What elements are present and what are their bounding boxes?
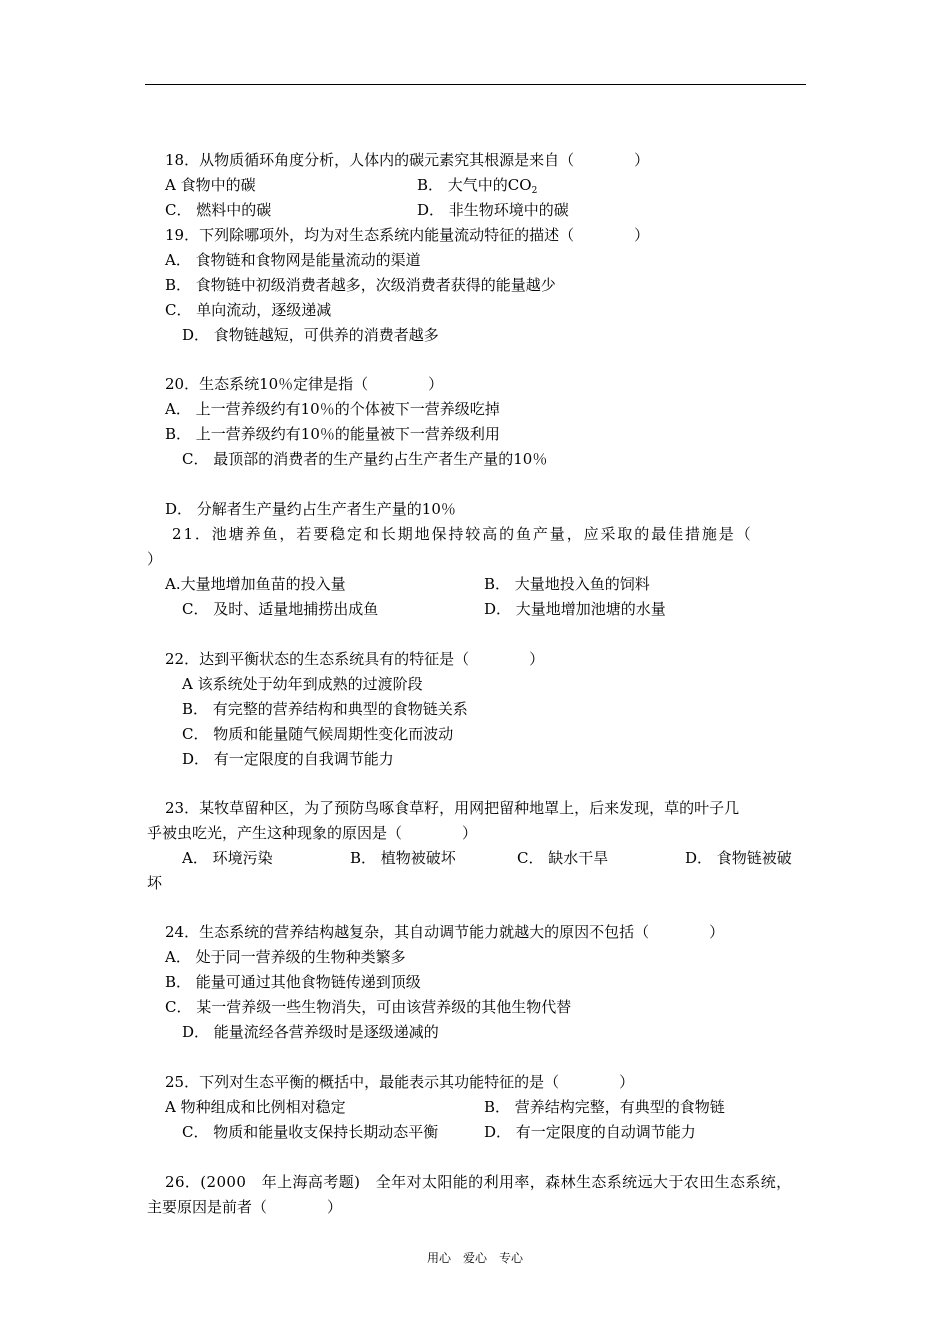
q25-option-c: C． 物质和能量收支保持长期动态平衡 <box>182 1123 439 1141</box>
q20-option-d: D． 分解者生产量约占生产者生产量的10％ <box>165 500 456 518</box>
q23-stem: 23．某牧草留种区，为了预防鸟啄食草籽，用网把留种地罩上，后来发现，草的叶子几 <box>165 799 740 817</box>
q22-option-d: D． 有一定限度的自我调节能力 <box>182 750 394 768</box>
q21-option-b: B． 大量地投入鱼的饲料 <box>484 575 650 593</box>
q23-option-c: C． 缺水干旱 <box>517 849 609 867</box>
q24-option-d: D． 能量流经各营养级时是逐级递减的 <box>182 1023 439 1041</box>
q25-option-a: A 物种组成和比例相对稳定 <box>165 1098 346 1116</box>
q23-option-d: D． 食物链被破 <box>685 849 792 867</box>
q19-option-b: B． 食物链中初级消费者越多，次级消费者获得的能量越少 <box>165 276 556 294</box>
q24-option-c: C． 某一营养级一些生物消失，可由该营养级的其他生物代替 <box>165 998 572 1016</box>
q18-option-c: C． 燃料中的碳 <box>165 201 272 219</box>
q21-stem: 21．池塘养鱼，若要稳定和长期地保持较高的鱼产量，应采取的最佳措施是（ <box>172 525 753 543</box>
q26-stem-continued: 主要原因是前者（ ） <box>147 1198 343 1216</box>
q18-option-b: B． 大气中的$CO_2$ <box>417 176 538 196</box>
q19-stem: 19．下列除哪项外，均为对生态系统内能量流动特征的描述（ ） <box>165 226 650 244</box>
q24-option-b: B． 能量可通过其他食物链传递到顶级 <box>165 973 421 991</box>
q23-option-a: A． 环境污染 <box>182 849 273 867</box>
q19-option-c: C． 单向流动，逐级递减 <box>165 301 332 319</box>
q23-stem-continued: 乎被虫吃光，产生这种现象的原因是（ ） <box>147 824 478 842</box>
header-rule <box>145 84 806 85</box>
q22-option-b: B． 有完整的营养结构和典型的食物链关系 <box>182 700 468 718</box>
q18-option-d: D． 非生物环境中的碳 <box>417 201 569 219</box>
q22-option-a: A 该系统处于幼年到成熟的过渡阶段 <box>182 675 423 693</box>
q18-stem: 18．从物质循环角度分析，人体内的碳元素究其根源是来自（ ） <box>165 151 650 169</box>
q18-option-a: A 食物中的碳 <box>165 176 256 194</box>
q24-option-a: A． 处于同一营养级的生物种类繁多 <box>165 948 406 966</box>
q21-option-d: D． 大量地增加池塘的水量 <box>484 600 666 618</box>
q23-option-b: B． 植物被破坏 <box>350 849 456 867</box>
q25-option-d: D． 有一定限度的自动调节能力 <box>484 1123 696 1141</box>
q21-stem-continued: ） <box>147 550 163 568</box>
q20-option-a: A． 上一营养级约有10％的个体被下一营养级吃掉 <box>165 400 500 418</box>
q26-stem: 26．(2000 年上海高考题) 全年对太阳能的利用率，森林生态系统远大于农田生态系统， <box>165 1173 792 1191</box>
q20-option-c: C． 最顶部的消费者的生产量约占生产者生产量的10％ <box>182 450 548 468</box>
q25-option-b: B． 营养结构完整，有典型的食物链 <box>484 1098 725 1116</box>
page-footer: 用心 爱心 专心 <box>426 1251 523 1265</box>
q19-option-a: A． 食物链和食物网是能量流动的渠道 <box>165 251 421 269</box>
q23-option-d-continued: 坏 <box>147 874 163 892</box>
q22-option-c: C． 物质和能量随气候周期性变化而波动 <box>182 725 454 743</box>
q20-stem: 20．生态系统10％定律是指（ ） <box>165 375 444 393</box>
q22-stem: 22．达到平衡状态的生态系统具有的特征是（ ） <box>165 650 545 668</box>
q21-option-c: C． 及时、适量地捕捞出成鱼 <box>182 600 379 618</box>
q25-stem: 25．下列对生态平衡的概括中，最能表示其功能特征的是（ ） <box>165 1073 635 1091</box>
q21-option-a: A.大量地增加鱼苗的投入量 <box>165 575 346 593</box>
q24-stem: 24．生态系统的营养结构越复杂，其自动调节能力就越大的原因不包括（ ） <box>165 923 725 941</box>
q19-option-d: D． 食物链越短，可供养的消费者越多 <box>182 326 439 344</box>
q20-option-b: B． 上一营养级约有10％的能量被下一营养级利用 <box>165 425 500 443</box>
